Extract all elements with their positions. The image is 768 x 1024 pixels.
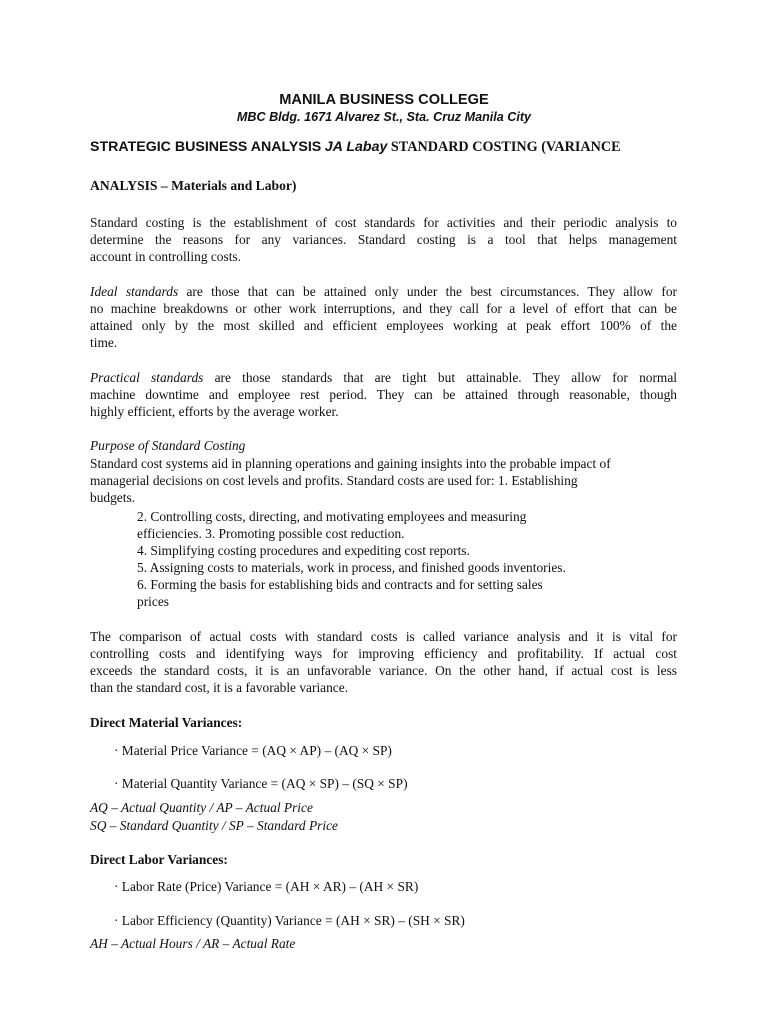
practical-line: machine downtime and employee rest period. They can be attained through reasonable, though bbox=[90, 387, 677, 402]
list-item: 4. Simplifying costing procedures and expediting cost reports. bbox=[137, 543, 470, 558]
variance-line: controlling costs and identifying ways for improving efficiency and profitability. If actual cost bbox=[90, 646, 677, 661]
subject-line bbox=[90, 139, 621, 156]
ideal-standards-paragraph bbox=[90, 283, 677, 351]
topic-title-start: STANDARD COSTING (VARIANCE bbox=[390, 139, 621, 155]
purpose-list bbox=[137, 508, 607, 610]
list-item: 5. Assigning costs to materials, work in process, and finished goods inventories. bbox=[137, 560, 566, 575]
material-quantity-variance-formula: · Material Quantity Variance = (AQ × SP) – (SQ × SP) bbox=[114, 776, 408, 791]
list-item: prices bbox=[137, 594, 169, 609]
material-variances-heading: Direct Material Variances: bbox=[90, 715, 243, 730]
practical-line bbox=[90, 369, 677, 386]
practical-standards-paragraph bbox=[90, 369, 677, 420]
purpose-paragraph bbox=[90, 455, 677, 506]
purpose-line: Standard cost systems aid in planning operations and gaining insights into the probable impact of bbox=[90, 456, 611, 471]
practical-line: highly efficient, efforts by the average worker. bbox=[90, 404, 339, 419]
ideal-line: attained only by the most skilled and efficient employees working at peak effort 100% of the bbox=[90, 318, 677, 333]
purpose-line: budgets. bbox=[90, 490, 136, 505]
college-name: MANILA BUSINESS COLLEGE bbox=[279, 92, 489, 108]
labor-efficiency-variance-formula: · Labor Efficiency (Quantity) Variance = (AH × SR) – (SH × SR) bbox=[114, 913, 465, 928]
ideal-standards-term: Ideal standards bbox=[90, 284, 179, 299]
practical-line-rest: are those standards that are tight but attainable. They allow for normal bbox=[203, 370, 678, 385]
list-item: 6. Forming the basis for establishing bids and contracts and for setting sales bbox=[137, 577, 543, 592]
labor-variances-heading: Direct Labor Variances: bbox=[90, 852, 228, 867]
material-legend-line: SQ – Standard Quantity / SP – Standard Price bbox=[90, 818, 338, 833]
ideal-line: time. bbox=[90, 335, 118, 350]
material-price-variance-formula: · Material Price Variance = (AQ × AP) – (AQ × SP) bbox=[114, 743, 392, 758]
variance-line: exceeds the standard costs, it is an unfavorable variance. On the other hand, if actual cost is less bbox=[90, 663, 677, 678]
ideal-line: no machine breakdowns or other work interruptions, and they call for a level of effort that can be bbox=[90, 301, 677, 316]
variance-line: The comparison of actual costs with standard costs is called variance analysis and it is vital for bbox=[90, 629, 677, 644]
intro-line: account in controlling costs. bbox=[90, 249, 241, 264]
material-legend-line: AQ – Actual Quantity / AP – Actual Price bbox=[90, 800, 313, 815]
purpose-line: managerial decisions on cost levels and profits. Standard costs are used for: 1. Establishing bbox=[90, 473, 578, 488]
list-item: 2. Controlling costs, directing, and motivating employees and measuring bbox=[137, 509, 527, 524]
purpose-heading: Purpose of Standard Costing bbox=[90, 438, 246, 453]
intro-line: determine the reasons for any variances. Standard costing is a tool that helps management bbox=[90, 232, 677, 247]
intro-paragraph bbox=[90, 214, 677, 265]
variance-line: than the standard cost, it is a favorable variance. bbox=[90, 680, 349, 695]
college-address: MBC Bldg. 1671 Alvarez St., Sta. Cruz Manila City bbox=[236, 110, 532, 124]
labor-legend-line: AH – Actual Hours / AR – Actual Rate bbox=[90, 936, 296, 951]
topic-title-end: ANALYSIS – Materials and Labor) bbox=[90, 178, 297, 193]
course-title: STRATEGIC BUSINESS ANALYSIS bbox=[90, 139, 322, 155]
practical-standards-term: Practical standards bbox=[90, 370, 204, 385]
instructor-name: JA Labay bbox=[324, 139, 388, 155]
ideal-line-rest: are those that can be attained only under the best circumstances. They allow for bbox=[178, 284, 677, 299]
variance-analysis-paragraph bbox=[90, 628, 677, 696]
list-item: efficiencies. 3. Promoting possible cost reduction. bbox=[137, 526, 405, 541]
ideal-line bbox=[90, 283, 677, 300]
intro-line: Standard costing is the establishment of cost standards for activities and their periodic analysis to bbox=[90, 215, 677, 230]
labor-rate-variance-formula: · Labor Rate (Price) Variance = (AH × AR) – (AH × SR) bbox=[114, 879, 419, 894]
